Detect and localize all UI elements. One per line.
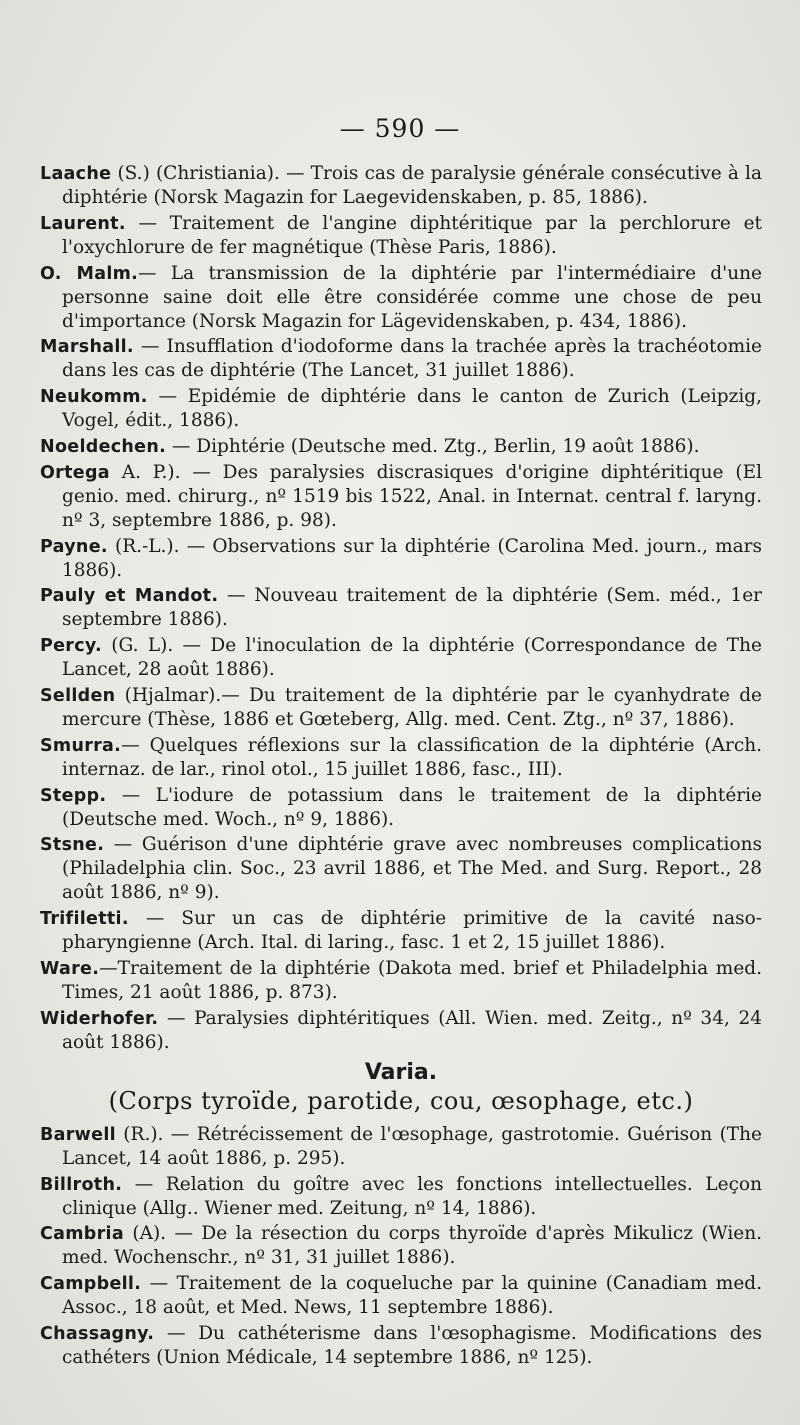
- entry-text: — Insufflation d'iodoforme dans la trachée après la trachéotomie dans les cas de diphtérie (The Lancet, 31 juillet 1886).: [62, 336, 762, 382]
- entry-text: — Diphtérie (Deutsche med. Ztg., Berlin, 19 août 1886).: [166, 435, 700, 457]
- entry-text: — Epidémie de diphtérie dans le canton de Zurich (Leipzig, Vogel, édit., 1886).: [62, 386, 762, 432]
- bibliography-entry: [40, 385, 762, 433]
- entry-text: — Traitement de l'angine diphtéritique par la perchlorure et l'oxychlorure de fer magnétique (Thèse Paris, 1886).: [62, 212, 762, 258]
- entry-text: (G. L). — De l'inoculation de la diphtérie (Correspondance de The Lancet, 28 août 1886).: [62, 635, 762, 681]
- bibliography-entry: [40, 584, 762, 632]
- bibliography-entry: [40, 634, 762, 682]
- entry-author: Laurent.: [40, 213, 126, 234]
- bibliography-entry: [40, 1322, 762, 1370]
- entry-text: — La transmission de la diphtérie par l'intermédiaire d'une personne saine doit elle être considérée comme une chose de peu d'importance (Norsk Magazin for Lägevidenskaben, p. 434, 1886).: [62, 262, 762, 332]
- entry-author: Pauly et Mandot.: [40, 586, 219, 607]
- entry-text: — Du cathéterisme dans l'œsophagisme. Modifications des cathéters (Union Médicale, 14 septembre 1886, nº 125).: [62, 1322, 762, 1368]
- entry-text: — Quelques réflexions sur la classification de la diphtérie (Arch. internaz. de lar., rinol otol., 15 juillet 1886, fasc., III).: [62, 734, 762, 780]
- entry-author: O. Malm.: [40, 263, 139, 284]
- entry-author: Campbell.: [40, 1274, 142, 1295]
- entry-author: Widerhofer.: [40, 1008, 159, 1029]
- bibliography-list: [40, 162, 762, 1372]
- entry-text: (Hjalmar).— Du traitement de la diphtérie par le cyanhydrate de mercure (Thèse, 1886 et Gœteberg, Allg. med. Cent. Ztg., nº 37, 1886).: [62, 684, 762, 730]
- bibliography-entry: [40, 734, 762, 782]
- entry-author: Payne.: [40, 536, 108, 557]
- entry-text: — L'iodure de potassium dans le traitement de la diphtérie (Deutsche med. Woch., nº 9, 1886).: [62, 784, 762, 830]
- entry-author: Noeldechen.: [40, 436, 167, 457]
- entry-text: (A). — De la résection du corps thyroïde d'après Mikulicz (Wien. med. Wochenschr., nº 31, 31 juillet 1886).: [62, 1223, 762, 1269]
- entry-text: (R.-L.). — Observations sur la diphtérie (Carolina Med. journ., mars 1886).: [62, 535, 762, 581]
- entry-author: Stsne.: [40, 835, 105, 856]
- entry-author: Ware.: [40, 958, 100, 979]
- entry-text: A. P.). — Des paralysies discrasiques d'origine diphtéritique (El genio. med. chirurg., nº 1519 bis 1522, Anal. in Internat. central f. laryng. nº 3, septembre 1886, p. 98).: [62, 461, 762, 531]
- entry-author: Ortega: [40, 462, 110, 483]
- entry-author: Cambria: [40, 1224, 124, 1245]
- bibliography-section-varia: [40, 1123, 762, 1370]
- bibliography-entry: [40, 1173, 762, 1221]
- entry-text: (S.) (Christiania). — Trois cas de paralysie générale consécutive à la diphtérie (Norsk Magazin for Laegevidenskaben, p. 85, 1886).: [62, 163, 762, 208]
- entry-author: Smurra.: [40, 735, 122, 756]
- entry-text: — Traitement de la coqueluche par la quinine (Canadiam med. Assoc., 18 août, et Med. News, 11 septembre 1886).: [62, 1273, 762, 1319]
- entry-author: Sellden: [40, 685, 116, 706]
- entry-text: — Sur un cas de diphtérie primitive de la cavité naso-pharyngienne (Arch. Ital. di laring., fasc. 1 et 2, 15 juillet 1886).: [62, 908, 762, 954]
- bibliography-entry: [40, 833, 762, 905]
- section-title: Varia.: [364, 1059, 438, 1085]
- bibliography-entry: [40, 957, 762, 1005]
- page-number: — 590 —: [339, 114, 461, 143]
- bibliography-entry: [40, 212, 762, 260]
- bibliography-entry: [40, 1222, 762, 1270]
- bibliography-entry: [40, 684, 762, 732]
- entry-author: Chassagny.: [40, 1323, 155, 1344]
- entry-text: — Relation du goître avec les fonctions intellectuelles. Leçon clinique (Allg.. Wiener med. Zeitung, nº 14, 1886).: [62, 1173, 762, 1219]
- entry-author: Laache: [40, 164, 112, 184]
- entry-author: Neukomm.: [40, 387, 148, 408]
- entry-text: (R.). — Rétrécissement de l'œsophage, gastrotomie. Guérison (The Lancet, 14 août 1886, p. 295).: [62, 1123, 762, 1169]
- bibliography-section-diphterie: [40, 162, 762, 1055]
- entry-author: Marshall.: [40, 337, 134, 358]
- bibliography-entry: [40, 907, 762, 955]
- bibliography-entry: [40, 535, 762, 583]
- bibliography-entry: [40, 162, 762, 210]
- bibliography-entry: [40, 1007, 762, 1055]
- bibliography-entry: [40, 335, 762, 383]
- bibliography-entry: [40, 784, 762, 832]
- entry-author: Barwell: [40, 1124, 116, 1145]
- bibliography-entry: [40, 262, 762, 334]
- bibliography-entry: [40, 1272, 762, 1320]
- bibliography-entry: [40, 435, 762, 459]
- entry-author: Percy.: [40, 636, 102, 657]
- entry-text: — Nouveau traitement de la diphtérie (Sem. méd., 1er septembre 1886).: [62, 585, 762, 631]
- entry-text: —Traitement de la diphtérie (Dakota med. brief et Philadelphia med. Times, 21 août 1886, p. 873).: [62, 957, 762, 1003]
- bibliography-entry: [40, 1123, 762, 1171]
- entry-text: — Paralysies diphtéritiques (All. Wien. med. Zeitg., nº 34, 24 août 1886).: [62, 1007, 762, 1053]
- bibliography-entry: [40, 461, 762, 533]
- section-subtitle: (Corps tyroïde, parotide, cou, œsophage, etc.): [108, 1086, 694, 1115]
- entry-author: Stepp.: [40, 785, 107, 806]
- entry-author: Trifiletti.: [40, 909, 129, 930]
- entry-author: Billroth.: [40, 1174, 123, 1195]
- entry-text: — Guérison d'une diphtérie grave avec nombreuses complications (Philadelphia clin. Soc., 23 avril 1886, et The Med. and Surg. Report., 28 août 1886, nº 9).: [62, 834, 762, 904]
